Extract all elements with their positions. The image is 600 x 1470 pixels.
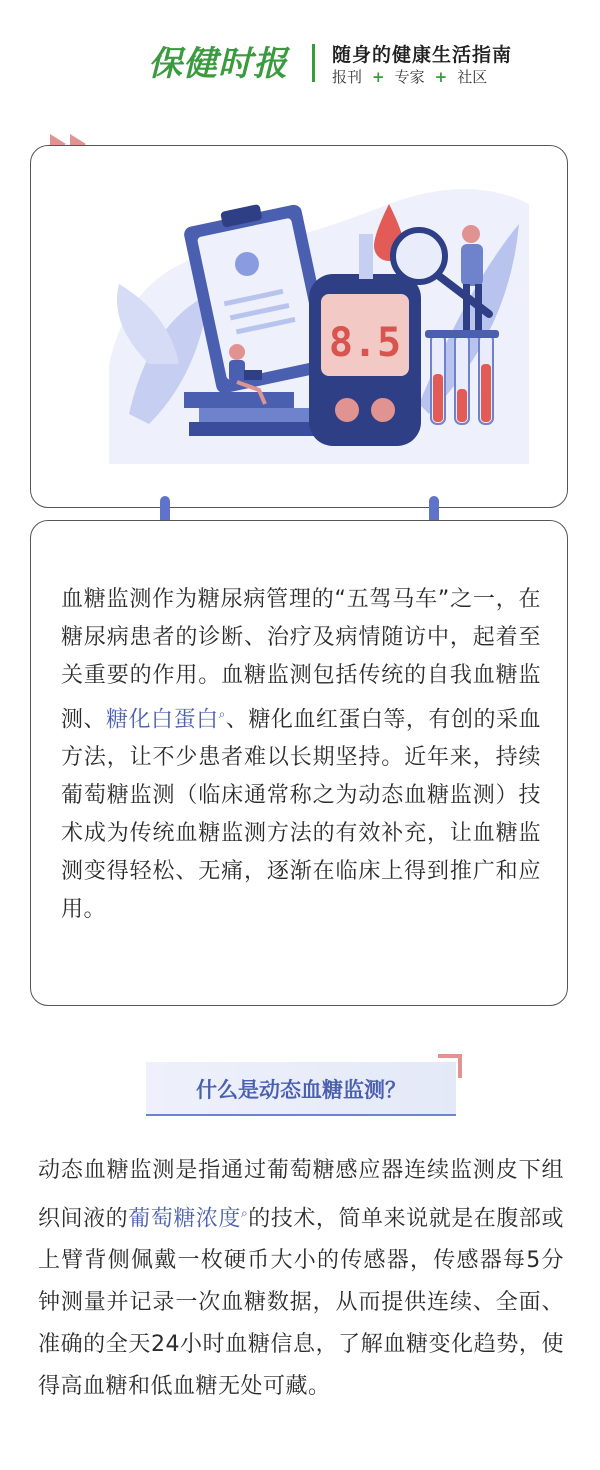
section-header-underline — [146, 1114, 456, 1116]
section-title: 什么是动态血糖监测？ — [196, 1078, 406, 1102]
logo-divider — [312, 44, 315, 82]
slogan: 随身的健康生活指南 — [332, 44, 513, 66]
intro-paragraph — [61, 581, 541, 929]
search-icon[interactable]: ⌕ — [218, 707, 226, 721]
tag-community: 社区 — [457, 68, 488, 86]
header — [0, 0, 600, 100]
section-header — [146, 1062, 456, 1116]
meter-reading: 8.5 — [328, 320, 402, 366]
glucose-meter-illustration — [89, 164, 529, 484]
link-glycated-albumin[interactable]: 糖化白蛋白 — [106, 707, 219, 733]
intro-text-1: 血糖监测作为糖尿病管理的“五驾马车”之一，在糖尿病患者的诊断、治疗及病情随访中，起着至关重要的作用。血糖监测包括传统的自我血糖监测、 — [61, 587, 541, 733]
body-text-1: 动态血糖监测是指通过葡萄糖感应器连续监测皮下组织间液的 — [38, 1158, 564, 1232]
intro-text-2: 、糖化血红蛋白等，有创的采血方法，让不少患者难以长期坚持。近年来，持续葡萄糖监测（临床通常称之为动态血糖监测）技术成为传统血糖监测方法的有效补充，让血糖监测变得轻松、无痛，逐渐在临床上得到推广和应用。 — [61, 707, 541, 923]
body-paragraph — [38, 1150, 564, 1408]
plus-icon: + — [372, 67, 385, 86]
tag-experts: 专家 — [394, 68, 425, 86]
brand-logo: 保健时报 — [148, 44, 288, 84]
plus-icon: + — [434, 67, 448, 86]
tag-newspaper: 报刊 — [332, 68, 363, 86]
intro-card — [30, 520, 568, 1006]
body-text-2: 的技术，简单来说就是在腹部或上臂背侧佩戴一枚硬币大小的传感器，传感器每5分钟测量并记录一次血糖数据，从而提供连续、全面、准确的全天24小时血糖信息，了解血糖变化趋势，使得高血糖和低血糖无处可藏。 — [38, 1206, 564, 1400]
link-glucose-concentration[interactable]: 葡萄糖浓度 — [128, 1206, 241, 1232]
illustration-card — [30, 145, 568, 508]
tag-row — [332, 66, 487, 87]
search-icon[interactable]: ⌕ — [240, 1206, 249, 1220]
